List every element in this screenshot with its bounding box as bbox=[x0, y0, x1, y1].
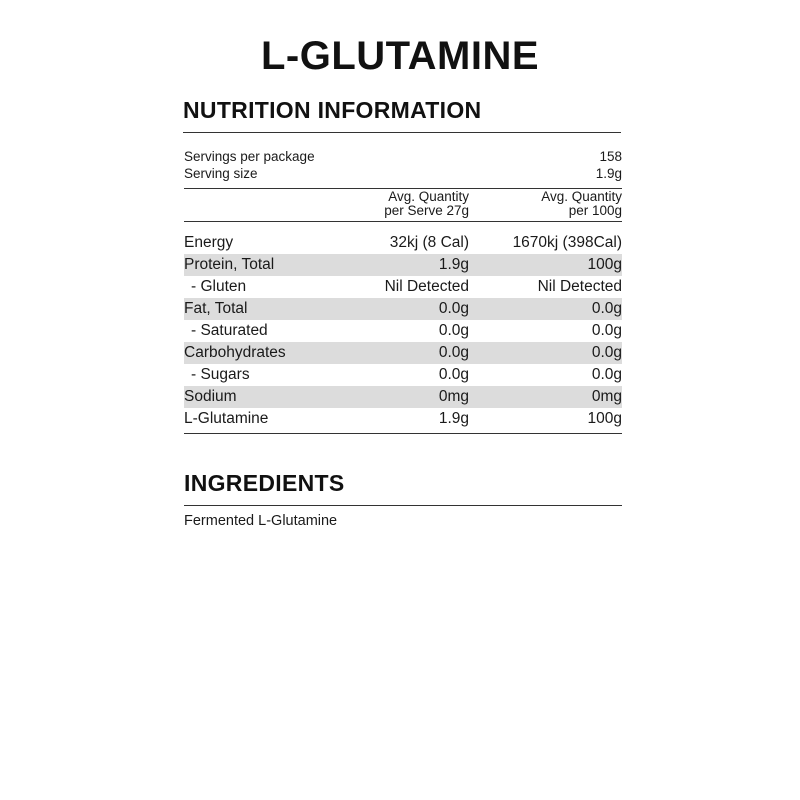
serving-size-label: Serving size bbox=[184, 166, 258, 181]
column-header-per-serve-line2: per Serve 27g bbox=[384, 203, 469, 218]
row-label: L-Glutamine bbox=[184, 410, 269, 427]
row-per-100g: 0mg bbox=[591, 388, 622, 405]
serving-size-value: 1.9g bbox=[595, 166, 622, 181]
ingredients-heading: INGREDIENTS bbox=[184, 470, 345, 496]
row-label: - Gluten bbox=[191, 278, 247, 295]
row-per-100g: Nil Detected bbox=[537, 278, 622, 295]
table-row-l-glutamine bbox=[184, 408, 622, 430]
table-row-carbohydrates bbox=[184, 342, 622, 364]
row-per-serve: 0mg bbox=[438, 388, 469, 405]
row-per-serve: 1.9g bbox=[438, 256, 469, 273]
row-per-serve: 0.0g bbox=[438, 300, 469, 317]
row-per-serve: 0.0g bbox=[438, 344, 469, 361]
row-label: Sodium bbox=[184, 388, 237, 405]
row-per-serve: 0.0g bbox=[438, 322, 469, 339]
column-header-per-100g-line2: per 100g bbox=[568, 203, 622, 218]
ingredients-rule bbox=[184, 505, 622, 506]
row-label: Protein, Total bbox=[184, 256, 275, 273]
table-row-sugars bbox=[184, 364, 622, 386]
product-title: L-GLUTAMINE bbox=[260, 34, 540, 78]
table-row-energy bbox=[184, 232, 622, 254]
row-per-100g: 0.0g bbox=[591, 344, 622, 361]
servings-per-package-value: 158 bbox=[599, 149, 622, 164]
row-per-serve: 1.9g bbox=[438, 410, 469, 427]
row-label: Carbohydrates bbox=[184, 344, 286, 361]
column-header-per-100g bbox=[541, 190, 622, 218]
header-divider-rule bbox=[184, 221, 622, 222]
row-label: Fat, Total bbox=[184, 300, 248, 317]
column-header-per-serve-line1: Avg. Quantity bbox=[388, 189, 469, 204]
row-label: - Saturated bbox=[191, 322, 268, 339]
servings-per-package-label: Servings per package bbox=[184, 149, 315, 164]
table-row-saturated bbox=[184, 320, 622, 342]
column-header-per-serve bbox=[384, 190, 469, 218]
nutrition-bottom-rule bbox=[184, 433, 622, 434]
row-per-100g: 100g bbox=[587, 256, 622, 273]
table-row-sodium bbox=[184, 386, 622, 408]
column-header-per-100g-line1: Avg. Quantity bbox=[541, 189, 622, 204]
nutrition-top-rule bbox=[183, 132, 621, 133]
row-per-100g: 0.0g bbox=[591, 300, 622, 317]
row-per-serve: 32kj (8 Cal) bbox=[389, 234, 469, 251]
row-per-serve: 0.0g bbox=[438, 366, 469, 383]
ingredients-text: Fermented L-Glutamine bbox=[184, 513, 338, 529]
row-per-serve: Nil Detected bbox=[384, 278, 469, 295]
table-row-gluten bbox=[184, 276, 622, 298]
table-row-fat bbox=[184, 298, 622, 320]
row-per-100g: 100g bbox=[587, 410, 622, 427]
row-label: - Sugars bbox=[191, 366, 250, 383]
table-row-protein bbox=[184, 254, 622, 276]
nutrition-heading: NUTRITION INFORMATION bbox=[183, 97, 482, 123]
row-per-100g: 1670kj (398Cal) bbox=[512, 234, 622, 251]
row-label: Energy bbox=[184, 234, 234, 251]
row-per-100g: 0.0g bbox=[591, 366, 622, 383]
row-per-100g: 0.0g bbox=[591, 322, 622, 339]
